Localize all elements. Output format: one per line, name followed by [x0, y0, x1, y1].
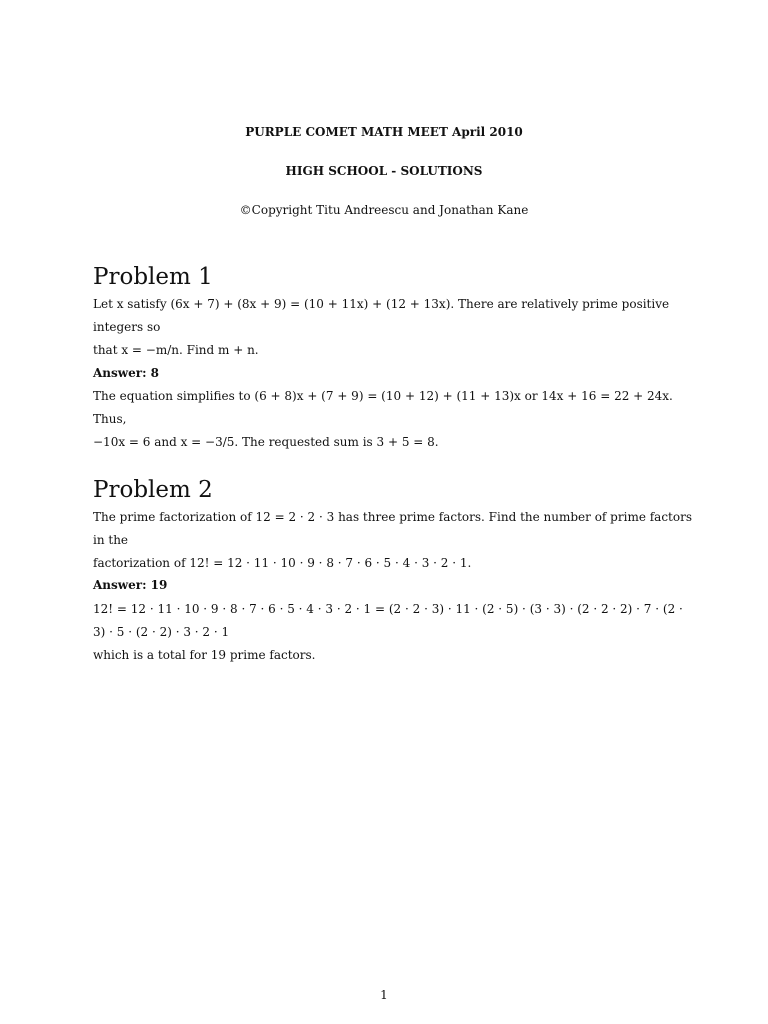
problem-2-solution — [93, 598, 697, 667]
problem-2-solution-line-2: which is a total for 19 prime factors. — [93, 648, 316, 662]
problem-2-solution-line-1: 12! = 12 · 11 · 10 · 9 · 8 · 7 · 6 · 5 · 4 · 3 · 2 · 1 = (2 · 2 · 3) · 11 · (2 · 5) · (3 · 3) · (2 · 2 · 2) · 7 · (2 · 3) · 5 · (2 · 2) · 3 · 2 · 1 — [93, 602, 683, 639]
problem-1-statement — [93, 293, 697, 362]
problem-2-title: Problem 2 — [93, 477, 213, 503]
document-title: PURPLE COMET MATH MEET April 2010 — [245, 125, 523, 139]
problem-2-statement-line-2: factorization of 12! = 12 · 11 · 10 · 9 · 8 · 7 · 6 · 5 · 4 · 3 · 2 · 1. — [93, 556, 472, 570]
problem-1-solution-line-1: The equation simplifies to (6 + 8)x + (7 + 9) = (10 + 12) + (11 + 13)x or 14x + 16 = 22 + 24x. Thus, — [93, 389, 673, 426]
problem-1-solution — [93, 385, 697, 454]
problem-1-solution-line-2: −10x = 6 and x = −3/5. The requested sum is 3 + 5 = 8. — [93, 435, 439, 449]
problem-2-statement — [93, 506, 697, 575]
problem-1-title: Problem 1 — [93, 264, 213, 290]
problem-1-statement-line-2: that x = −m/n. Find m + n. — [93, 343, 259, 357]
problem-2-statement-line-1: The prime factorization of 12 = 2 · 2 · 3 has three prime factors. Find the number of prime factors in the — [93, 510, 692, 547]
copyright-line: ©Copyright Titu Andreescu and Jonathan Kane — [239, 203, 529, 217]
problem-1-answer: Answer: 8 — [93, 366, 160, 380]
problem-1-statement-line-1: Let x satisfy (6x + 7) + (8x + 9) = (10 + 11x) + (12 + 13x). There are relatively prime positive integers so — [93, 297, 670, 334]
page-number: 1 — [380, 988, 388, 1002]
document-subtitle: HIGH SCHOOL - SOLUTIONS — [285, 164, 483, 178]
problem-2-answer: Answer: 19 — [93, 578, 168, 592]
